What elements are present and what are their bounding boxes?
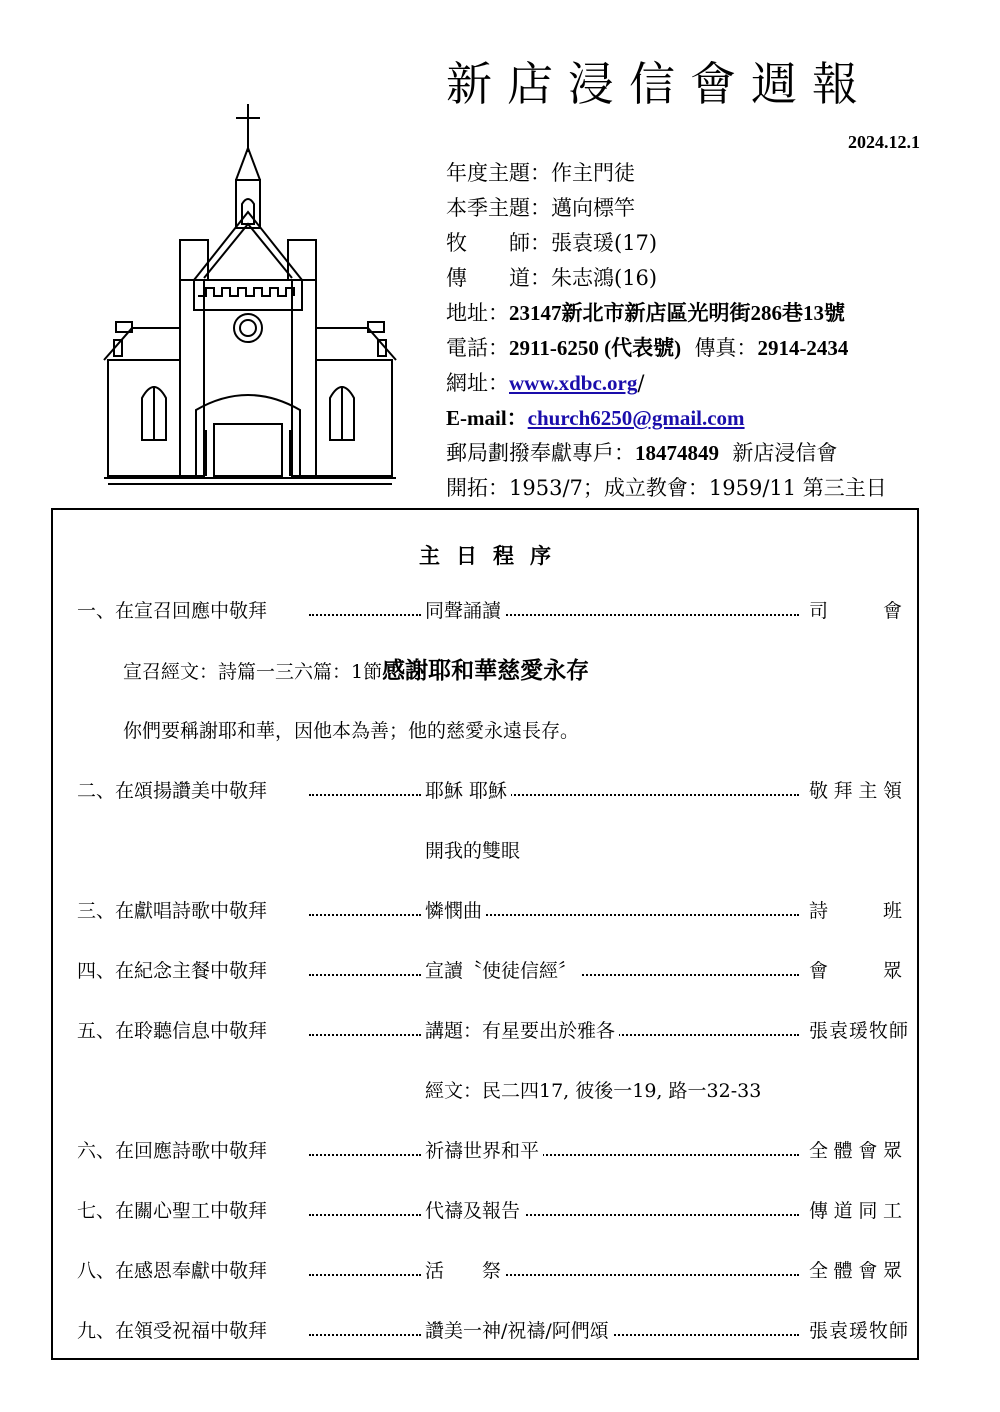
service-item-2: 二、在頌揚讚美中敬拜 耶穌 耶穌 敬拜主領 [77,776,903,806]
sermon-scripture: 經文：民二四17, 彼後一19, 路一32-33 [425,1080,762,1102]
service-item-7: 七、在關心聖工中敬拜 代禱及報告 傳道同工 [77,1196,903,1226]
preacher-name: 朱志鴻(16) [551,266,658,290]
season-theme: 本季主題：邁向標竿 [446,196,635,220]
service-item-8: 八、在感恩奉獻中敬拜 活 祭 全體會眾 [77,1256,903,1286]
call-to-worship-verse: 宣召經文：詩篇一三六篇：1節感謝耶和華慈愛永存 [123,657,590,684]
pastor-name: 張袁瑗(17) [551,231,658,255]
service-title: 主日程序 [419,543,567,568]
founding-line: 開拓：1953/7；成立教會：1959/11 第三主日 [446,476,887,500]
email-line: E-mail：church6250@gmail.com [446,406,745,430]
bulletin-title: 新店浸信會週報 [446,57,873,111]
service-item-3: 三、在獻唱詩歌中敬拜 憐憫曲 詩班 [77,896,903,926]
call-to-worship-text: 你們要稱謝耶和華，因他本為善；他的慈愛永遠長存。 [123,720,580,742]
website-link[interactable]: www.xdbc.org [509,371,638,395]
service-item-9: 九、在領受祝福中敬拜 讚美一神/祝禱/阿們頌 張袁瑗牧師 [77,1316,903,1346]
preacher-line: 傳 道：朱志鴻(16) [446,266,658,290]
annual-theme: 年度主題：作主門徒 [446,161,635,185]
address-line: 地址：23147新北市新店區光明街286巷13號 [446,301,845,325]
service-item-6: 六、在回應詩歌中敬拜 祈禱世界和平 全體會眾 [77,1136,903,1166]
pastor-line: 牧 師：張袁瑗(17) [446,231,658,255]
service-item-5: 五、在聆聽信息中敬拜 講題：有星要出於雅各 張袁瑗牧師 [77,1016,903,1046]
email-link[interactable]: church6250@gmail.com [527,406,745,430]
order-of-service [51,508,919,1360]
praise-song-continuation: 開我的雙眼 [425,840,521,862]
postal-line: 郵局劃撥奉獻專戶：18474849 新店浸信會 [446,441,838,465]
website-line: 網址：www.xdbc.org/ [446,371,645,395]
service-item-4: 四、在紀念主餐中敬拜 宣讀〝使徒信經〞 會眾 [77,956,903,986]
phone-line: 電話：2911-6250 (代表號) 傳真：2914-2434 [446,336,849,360]
church-illustration [102,100,398,492]
service-item-1: 一、在宣召回應中敬拜 同聲誦讀 司會 [77,596,903,626]
bulletin-date: 2024.12.1 [848,132,920,152]
